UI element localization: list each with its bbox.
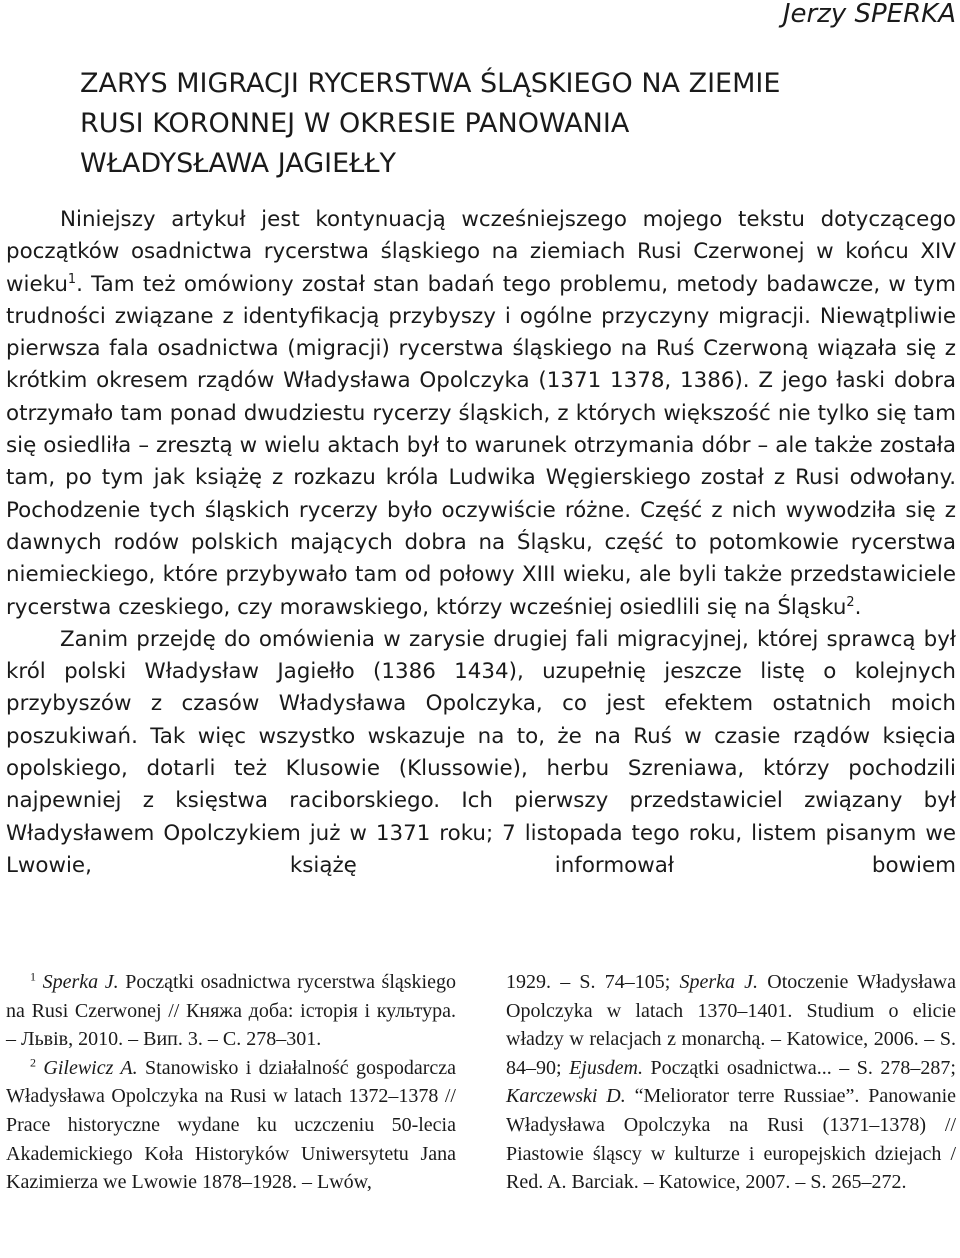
title-line-2: RUSI KORONNEJ W OKRESIE PANOWANIA [80, 108, 630, 139]
footnote-2-continued [506, 968, 956, 1197]
footnote-2-number: 2 [30, 1055, 36, 1070]
footnote-2-text-a: Stanowisko i działalność gospodarcza Władysława Opolczyka na Rusi w latach 1372–1378 // Prace historyczne wydane ku uczczeniu 50-lecia Akademickiego Koła Historyków Uniwersytetu Jana Kazimierza we Lwowie 1878–1928. – Lwów, [6, 1056, 456, 1194]
paragraph-1-text-c: . [854, 594, 862, 620]
paragraph-1-text-b: . Tam też omówiony został stan badań tego problemu, metody badawcze, w tym trudności związane z identyfikacją przybyszy i ogólne przyczyny migracji. Niewątpliwie pierwsza fala osadnictwa (migracji) rycerstwa śląskiego na Ruś Czerwoną wiązała się z krótkim okresem rządów Władysława Opolczyka (1371 1378, 1386). Z jego łaski dobra otrzymało tam ponad dwudziestu rycerzy śląskich, z których większość nie tylko się tam się osiedliła – zresztą w wielu aktach był to warunek otrzymania dóbr – ale także została tam, po tym jak książę z rozkazu króla Ludwika Węgierskiego został z Rusi odwołany. Pochodzenie tych śląskich rycerzy było oczywiście różne. Część z nich wywodziła się z dawnych rodów polskich mających dobra na Śląsku, część to potomkowie rycerstwa niemieckiego, które przybywało tam od połowy XIII wieku, ale byli także przedstawiciele rycerstwa czeskiego, czy morawskiego, którzy wcześniej osiedlili się na Śląsku [6, 271, 956, 620]
footnotes [6, 968, 956, 1258]
footnote-ref-1[interactable]: 1 [67, 271, 77, 287]
footnote-2-text-d: Początki osadnictwa... – S. 278–287; [642, 1056, 956, 1079]
title-line-3: WŁADYSŁAWA JAGIEŁŁY [80, 148, 396, 179]
footnote-2-author-4: Karczewski D. [506, 1085, 626, 1108]
footnote-column-right [506, 968, 956, 1258]
footnote-1 [6, 968, 456, 1054]
article-title [80, 64, 940, 184]
footnote-2-text-b: 1929. – S. 74–105; [506, 971, 680, 993]
footnote-1-text: Początki osadnictwa rycerstwa śląskiego na Rusi Czerwonej // Княжа доба: історія і культура. – Львів, 2010. – Вип. 3. – С. 278–301. [6, 971, 456, 1051]
footnote-2-text-c: Otoczenie Władysława Opolczyka w latach 1370–1401. Studium o elicie władzy w relacjach z monarchą. – Katowice, 2006. – S. 84–90; [506, 971, 956, 1079]
footnote-2-author-2: Sperka J. [679, 971, 759, 993]
article-body [6, 204, 956, 882]
footnote-column-left [6, 968, 456, 1258]
author-name: Jerzy SPERKA [782, 0, 956, 29]
title-line-1: ZARYS MIGRACJI RYCERSTWA ŚLĄSKIEGO NA ZIEMIE [80, 68, 781, 99]
paragraph-2: Zanim przejdę do omówienia w zarysie drugiej fali migracyjnej, której sprawcą był król polski Władysław Jagiełło (1386 1434), uzupełnię jeszcze listę o kolejnych przybyszów z czasów Władysława Opolczyka, co jest efektem ostatnich moich poszukiwań. Tak więc wszystko wskazuje na to, że na Ruś w czasie rządów księcia opolskiego, dotarli też Klusowie (Klussowie), herbu Szreniawa, którzy pochodzili najpewniej z księstwa raciborskiego. Ich pierwszy przedstawiciel związany był Władysławem Opolczykiem już w 1371 roku; 7 listopada tego roku, listem pisanym we Lwowie, książę informował bowiem [6, 626, 956, 878]
footnote-1-number: 1 [30, 969, 36, 984]
paragraph-1 [6, 204, 956, 624]
footnote-2 [6, 1054, 456, 1197]
footnote-1-author: Sperka J. [42, 971, 119, 993]
footnote-ref-2[interactable]: 2 [846, 594, 855, 610]
footnote-2-author-3: Ejusdem. [569, 1056, 643, 1079]
paragraph-1-text-a: Niniejszy artykuł jest kontynuacją wcześniejszego mojego tekstu dotyczącego początków osadnictwa rycerstwa śląskiego na ziemiach Rusi Czerwonej w końcu XIV wieku [6, 207, 956, 297]
footnote-2-text-e: “Meliorator terre Russiae”. Panowanie Władysława Opolczyka na Rusi (1371–1378) // Piastowie śląscy w kulturze i europejskich dziejach / Red. A. Barciak. – Katowice, 2007. – S. 265–272. [506, 1085, 956, 1194]
footnote-2-author: Gilewicz A. [43, 1056, 138, 1079]
